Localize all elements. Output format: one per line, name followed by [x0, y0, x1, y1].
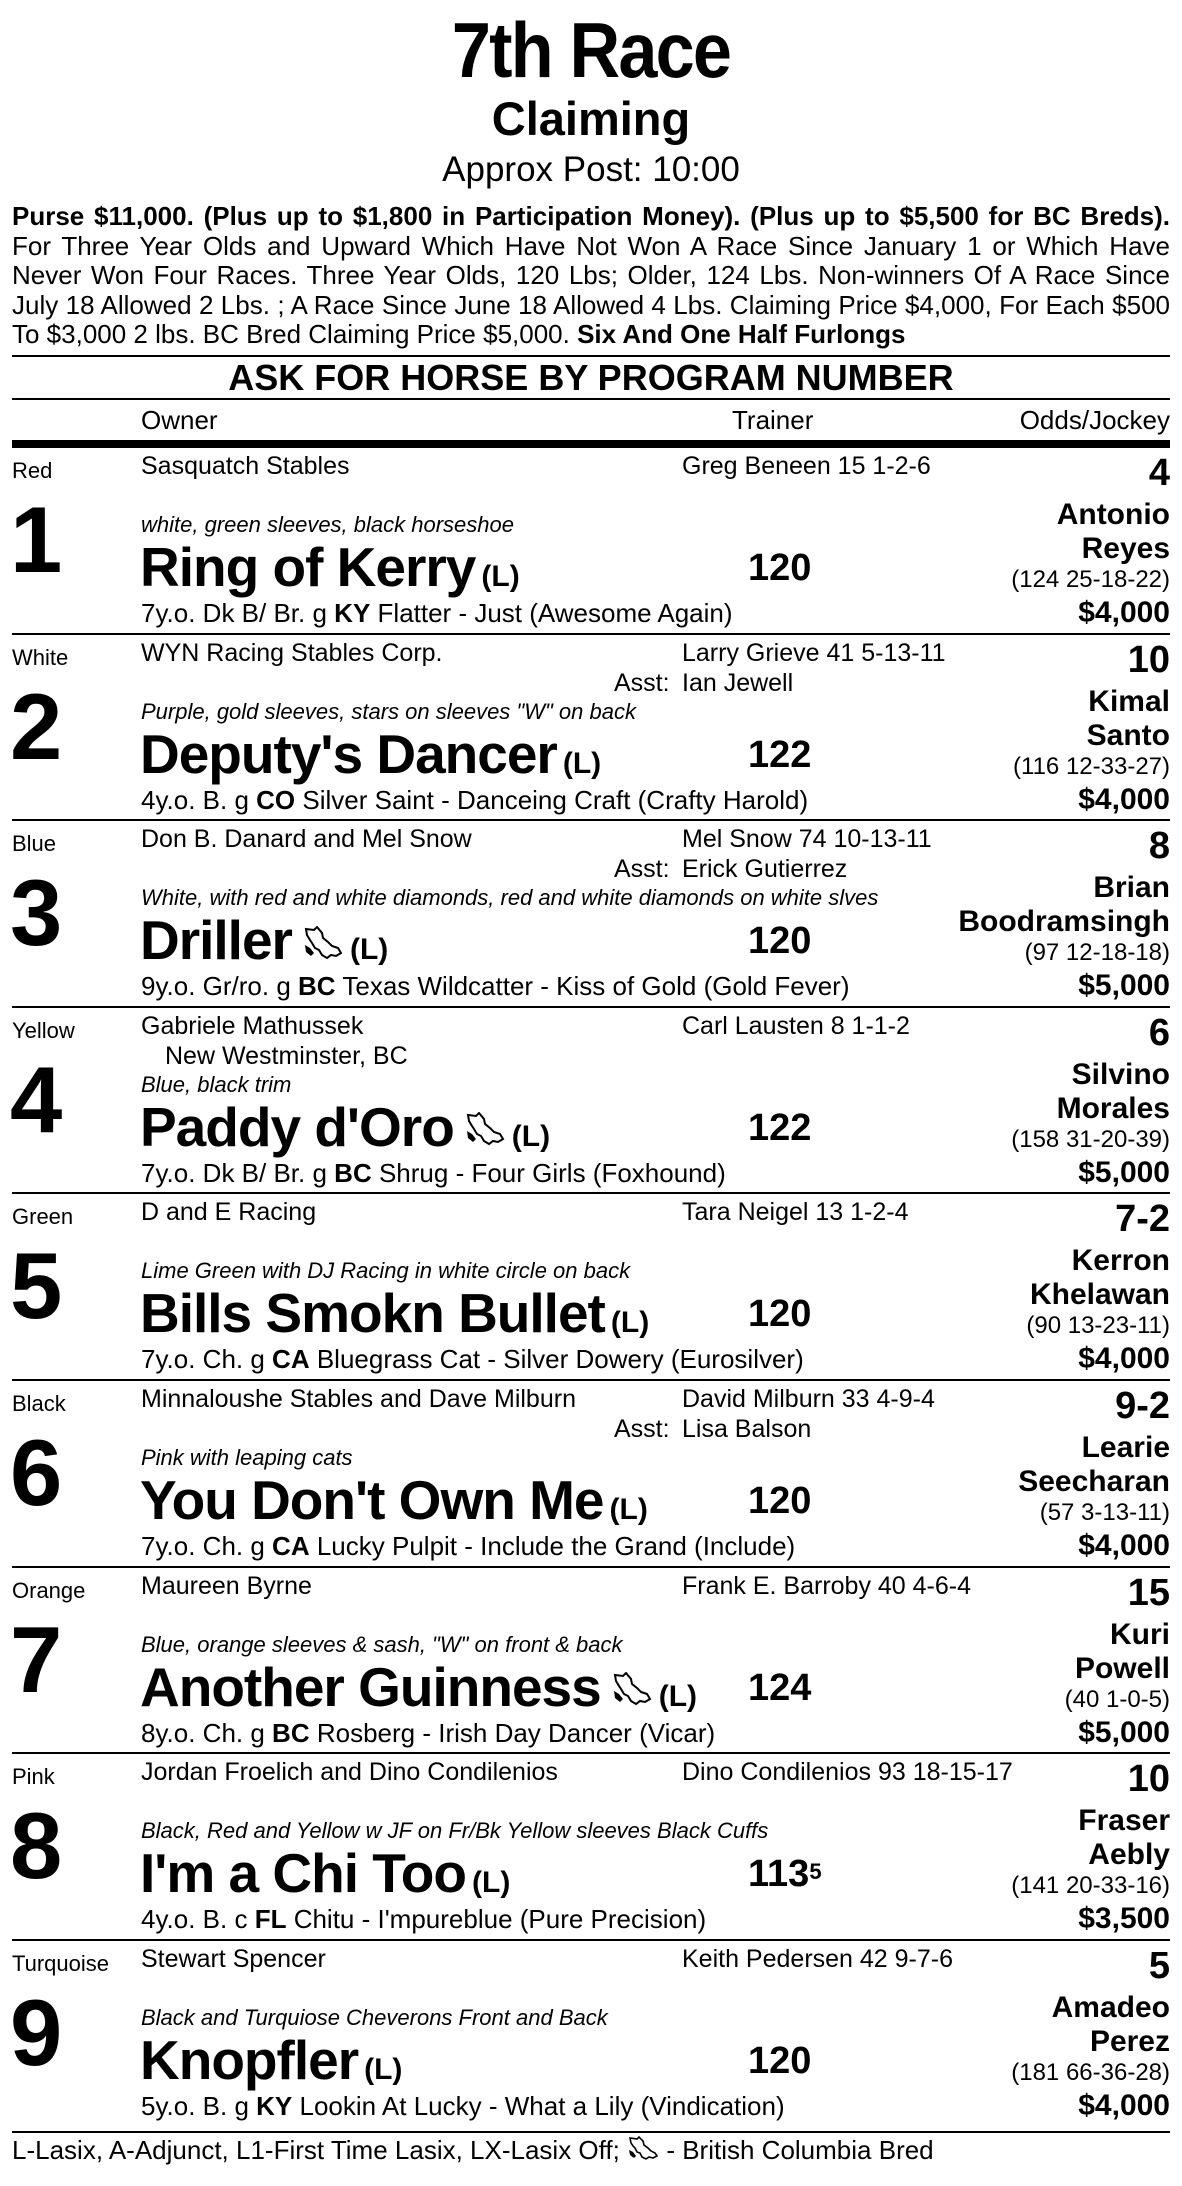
jockey-first-name: Learie: [1081, 1431, 1170, 1464]
weight: [748, 919, 811, 963]
jockey-last-name: Boodramsingh: [958, 905, 1170, 939]
horse-name: Knopfler: [140, 2028, 359, 2091]
british-columbia-map-icon: [302, 910, 344, 980]
conditions-text: For Three Year Olds and Upward Which Have Not Won A Race Since January 1 or Which Have Never Won Four Races. Three Year Olds, 120 Lbs; Older, 124 Lbs. Non-winners Of A Race Since July 18 Allowed 2 Lbs. ; A Race Since June 18 Allowed 4 Lbs. Claiming Price $4,000, For Each $500 To $3,000 2 lbs. BC Bred Claiming Price $5,000.: [12, 230, 1170, 349]
weight-value: 120: [748, 1293, 812, 1336]
jockey-last-name: Perez: [1089, 2024, 1170, 2058]
saddle-cloth-color: Green: [12, 1204, 74, 1230]
age-sex: 4y.o. B. c: [141, 1904, 248, 1935]
entry-row[interactable]: [0, 821, 1182, 1007]
assistant-trainer: Ian Jewell: [682, 668, 794, 697]
weight: [748, 1479, 811, 1523]
program-number: 9: [10, 1979, 63, 2085]
claiming-price: $4,000: [1078, 1342, 1170, 1376]
post-time: Approx Post: 10:00: [442, 150, 740, 189]
age-sex: 5y.o. B. g: [141, 2090, 249, 2121]
medication-code: (L): [472, 1866, 511, 1900]
horse-name: You Don't Own Me: [140, 1469, 604, 1531]
foaled-state: KY: [256, 2090, 293, 2121]
breeding-line: [141, 1158, 726, 1188]
weight: [748, 1852, 822, 1896]
medication-code: (L): [511, 1119, 551, 1153]
medication-code: (L): [609, 1493, 648, 1526]
jockey-first-name: Silvino: [1071, 1057, 1170, 1091]
entry-row[interactable]: [0, 1194, 1182, 1380]
divider: [12, 2131, 1170, 2133]
foaled-state: BC: [334, 1157, 372, 1188]
program-number: 5: [10, 1233, 63, 1339]
entry-row[interactable]: [0, 1008, 1182, 1194]
jockey-stats: (181 66-36-28): [1011, 2058, 1170, 2086]
owner-name: Jordan Froelich and Dino Condilenios: [141, 1758, 558, 1787]
purse: Purse $11,000. (Plus up to $1,800 in Participation Money). (Plus up to $5,500 for BC Breds).: [12, 201, 1170, 231]
jockey-stats: (116 12-33-27): [1013, 752, 1170, 780]
medication-code: (L): [610, 1306, 650, 1340]
jockey-last-name: Santo: [1086, 718, 1170, 752]
claiming-price: $4,000: [1078, 1529, 1170, 1562]
horse-name: Ring of Kerry: [140, 536, 476, 598]
entry-row[interactable]: [0, 635, 1182, 821]
pedigree: Lookin At Lucky - What a Lily (Vindication): [299, 2090, 785, 2121]
morning-line-odds: 5: [1148, 1944, 1170, 1987]
owner-name: WYN Racing Stables Corp.: [141, 638, 443, 667]
jockey-stats: (158 31-20-39): [1011, 1125, 1170, 1153]
british-columbia-map-icon: [627, 2136, 659, 2168]
weight-value: 120: [748, 1480, 812, 1522]
breeding-line: [141, 1904, 706, 1934]
assistant-trainer: Lisa Balson: [682, 1415, 812, 1443]
foaled-state: BC: [298, 971, 336, 1002]
owner-name: D and E Racing: [141, 1198, 317, 1227]
jockey-stats: (40 1-0-5): [1064, 1685, 1170, 1713]
jockey-last-name: Aebly: [1088, 1838, 1170, 1872]
weight: [748, 1666, 811, 1710]
assistant-label: Asst:: [614, 1415, 670, 1443]
pedigree: Silver Saint - Danceing Craft (Crafty Harold): [302, 784, 809, 815]
silks-description: White, with red and white diamonds, red and white diamonds on white slves: [141, 885, 879, 911]
silks-description: Black, Red and Yellow w JF on Fr/Bk Yellow sleeves Black Cuffs: [141, 1818, 769, 1844]
program-number: 8: [10, 1793, 63, 1899]
jockey-last-name: Khelawan: [1029, 1278, 1170, 1312]
entry-row[interactable]: [0, 1754, 1182, 1940]
weight-value: 120: [748, 2039, 812, 2082]
horse-name: Paddy d'Oro: [140, 1095, 454, 1158]
lasix-legend: L-Lasix, A-Adjunct, L1-First Time Lasix, LX-Lasix Off;: [12, 2135, 620, 2165]
bc-slot: [292, 909, 344, 971]
foaled-state: CO: [256, 784, 296, 815]
silks-description: white, green sleeves, black horseshoe: [141, 512, 514, 537]
saddle-cloth-color: Orange: [12, 1577, 86, 1603]
horse-name: Bills Smokn Bullet: [140, 1282, 605, 1345]
jockey-stats: (90 13-23-11): [1026, 1312, 1170, 1340]
header-divider: [12, 440, 1170, 448]
owner-name: Don B. Danard and Mel Snow: [141, 825, 472, 854]
program-number: 2: [10, 673, 63, 779]
weight: [748, 2039, 811, 2083]
saddle-cloth-color: Blue: [12, 831, 57, 857]
breeding-line: [141, 598, 733, 628]
trainer-info: Carl Lausten 8 1-1-2: [682, 1011, 910, 1040]
jockey-last-name: Powell: [1074, 1651, 1170, 1685]
bc-slot: [601, 1656, 653, 1718]
assistant-trainer: Erick Gutierrez: [682, 855, 848, 884]
bc-slot: [454, 1096, 506, 1158]
program-number: 1: [10, 487, 63, 592]
age-sex: 9y.o. Gr/ro. g: [141, 971, 291, 1002]
weight-value: 120: [748, 547, 812, 589]
jockey-stats: (57 3-13-11): [1039, 1499, 1170, 1526]
saddle-cloth-color: Yellow: [12, 1017, 75, 1043]
assistant-label: Asst:: [614, 855, 670, 884]
trainer-info: Keith Pedersen 42 9-7-6: [682, 1944, 954, 1973]
medication-code: (L): [562, 746, 602, 780]
program-number: 3: [10, 860, 63, 966]
age-sex: 4y.o. B. g: [141, 784, 249, 815]
claiming-price: $3,500: [1078, 1902, 1170, 1936]
saddle-cloth-color: Pink: [12, 1764, 55, 1790]
silks-description: Black and Turquiose Cheverons Front and Back: [141, 2004, 608, 2030]
jockey-first-name: Amadeo: [1051, 1990, 1170, 2024]
pedigree: Shrug - Four Girls (Foxhound): [378, 1157, 726, 1188]
age-sex: 7y.o. Ch. g: [141, 1344, 265, 1375]
saddle-cloth-color: Red: [12, 458, 53, 483]
claiming-price: $4,000: [1078, 2088, 1170, 2122]
breeding-line: [141, 1531, 795, 1561]
silks-description: Purple, gold sleeves, stars on sleeves "W" on back: [141, 698, 636, 724]
jockey-first-name: Brian: [1093, 871, 1170, 905]
trainer-info: David Milburn 33 4-9-4: [682, 1385, 935, 1413]
foaled-state: FL: [254, 1904, 287, 1935]
horse-name: Another Guinness: [140, 1655, 601, 1718]
age-sex: 7y.o. Dk B/ Br. g: [141, 598, 327, 628]
weight: [748, 1106, 811, 1150]
british-columbia-map-icon: [611, 1656, 653, 1726]
silks-description: Blue, black trim: [141, 1071, 292, 1097]
owner-location: New Westminster, BC: [165, 1041, 408, 1070]
weight-value: 122: [748, 1106, 812, 1149]
morning-line-odds: 4: [1148, 452, 1170, 494]
entry-row[interactable]: [0, 1568, 1182, 1754]
british-columbia-map-icon: [464, 1096, 506, 1166]
owner-name: Gabriele Mathussek: [141, 1011, 364, 1040]
age-sex: 7y.o. Dk B/ Br. g: [141, 1157, 327, 1188]
owner-column-header: Owner: [141, 405, 218, 435]
pedigree: Chitu - I'mpureblue (Pure Precision): [293, 1904, 707, 1935]
program-number: 6: [10, 1420, 63, 1525]
owner-name: Stewart Spencer: [141, 1944, 326, 1973]
jockey-stats: (124 25-18-22): [1011, 566, 1170, 593]
morning-line-odds: 10: [1127, 1758, 1170, 1801]
trainer-info: Dino Condilenios 93 18-15-17: [682, 1758, 1013, 1787]
weight-value: 124: [748, 1666, 812, 1709]
morning-line-odds: 9-2: [1115, 1385, 1170, 1427]
weight-value: 113: [748, 1853, 810, 1896]
jockey-first-name: Kimal: [1088, 684, 1170, 718]
trainer-info: Larry Grieve 41 5-13-11: [682, 638, 946, 667]
age-sex: 8y.o. Ch. g: [141, 1717, 265, 1748]
weight-value: 122: [748, 733, 812, 776]
silks-description: Pink with leaping cats: [141, 1445, 353, 1470]
pedigree: Bluegrass Cat - Silver Dowery (Eurosilver): [316, 1344, 804, 1375]
claiming-price: $5,000: [1078, 1155, 1170, 1189]
age-sex: 7y.o. Ch. g: [141, 1531, 265, 1561]
owner-name: Sasquatch Stables: [141, 452, 350, 480]
horse-name: Driller: [140, 909, 292, 972]
program-number: 7: [10, 1606, 63, 1712]
entry-row[interactable]: [0, 1941, 1182, 2127]
pedigree: Rosberg - Irish Day Dancer (Vicar): [316, 1717, 716, 1748]
pedigree: Flatter - Just (Awesome Again): [377, 598, 733, 628]
ask-banner: ASK FOR HORSE BY PROGRAM NUMBER: [228, 357, 954, 398]
program-number: 4: [10, 1046, 63, 1152]
jockey-last-name: Morales: [1056, 1091, 1170, 1125]
trainer-info: Tara Neigel 13 1-2-4: [682, 1198, 909, 1227]
morning-line-odds: 15: [1127, 1571, 1170, 1614]
medication-code: (L): [481, 560, 520, 593]
assistant-label: Asst:: [614, 668, 670, 697]
trainer-info: Greg Beneen 15 1-2-6: [682, 452, 931, 480]
bc-bred-legend: - British Columbia Bred: [666, 2135, 934, 2165]
weight: [748, 1292, 811, 1336]
pedigree: Lucky Pulpit - Include the Grand (Include): [316, 1531, 796, 1561]
medication-code: (L): [364, 2052, 403, 2086]
trainer-column-header: Trainer: [732, 405, 814, 435]
jockey-last-name: Reyes: [1081, 532, 1170, 565]
foaled-state: CA: [272, 1531, 310, 1561]
saddle-cloth-color: Turquoise: [12, 1950, 110, 1976]
claiming-price: $5,000: [1078, 969, 1170, 1003]
saddle-cloth-color: White: [12, 644, 69, 670]
pedigree: Texas Wildcatter - Kiss of Gold (Gold Fever): [342, 971, 850, 1002]
jockey-last-name: Seecharan: [1018, 1465, 1170, 1498]
breeding-line: [141, 1718, 715, 1748]
medication-code: (L): [349, 933, 389, 967]
breeding-line: [141, 971, 850, 1001]
race-type: Claiming: [491, 92, 691, 145]
breeding-line: [141, 2091, 785, 2121]
footer-legend: [12, 2135, 934, 2168]
jockey-first-name: Fraser: [1078, 1804, 1170, 1838]
silks-description: Blue, orange sleeves & sash, "W" on front & back: [141, 1631, 623, 1657]
breeding-line: [141, 1344, 804, 1374]
weight: [748, 733, 811, 777]
jockey-first-name: Kuri: [1110, 1617, 1170, 1651]
morning-line-odds: 6: [1148, 1011, 1170, 1054]
weight: [748, 546, 811, 590]
jockey-stats: (97 12-18-18): [1024, 939, 1170, 967]
morning-line-odds: 7-2: [1115, 1198, 1170, 1241]
odds-jockey-column-header: Odds/Jockey: [1019, 405, 1170, 435]
claiming-price: $4,000: [1078, 782, 1170, 816]
foaled-state: KY: [334, 598, 371, 628]
foaled-state: CA: [272, 1344, 310, 1375]
morning-line-odds: 10: [1127, 638, 1170, 681]
distance: Six And One Half Furlongs: [577, 319, 906, 349]
race-conditions: [12, 202, 1170, 350]
divider: [12, 398, 1170, 400]
medication-code: (L): [658, 1679, 698, 1713]
jockey-first-name: Antonio: [1056, 498, 1170, 531]
jockey-first-name: Kerron: [1071, 1244, 1170, 1278]
morning-line-odds: 8: [1148, 825, 1170, 868]
owner-name: Minnaloushe Stables and Dave Milburn: [141, 1385, 576, 1413]
weight-fraction: 5: [809, 1859, 822, 1885]
saddle-cloth-color: Black: [12, 1391, 66, 1416]
trainer-info: Frank E. Barroby 40 4-6-4: [682, 1571, 972, 1600]
horse-name: I'm a Chi Too: [140, 1842, 466, 1905]
foaled-state: BC: [272, 1717, 310, 1748]
entry-row[interactable]: [0, 1381, 1182, 1567]
horse-name: Deputy's Dancer: [140, 722, 557, 785]
claiming-price: $4,000: [1078, 596, 1170, 629]
trainer-info: Mel Snow 74 10-13-11: [682, 825, 932, 854]
breeding-line: [141, 785, 808, 815]
owner-name: Maureen Byrne: [141, 1571, 312, 1600]
claiming-price: $5,000: [1078, 1715, 1170, 1749]
race-title: 7th Race: [451, 6, 731, 94]
jockey-stats: (141 20-33-16): [1011, 1872, 1170, 1900]
weight-value: 120: [748, 920, 812, 963]
entry-row[interactable]: [0, 448, 1182, 634]
silks-description: Lime Green with DJ Racing in white circle on back: [141, 1258, 631, 1284]
